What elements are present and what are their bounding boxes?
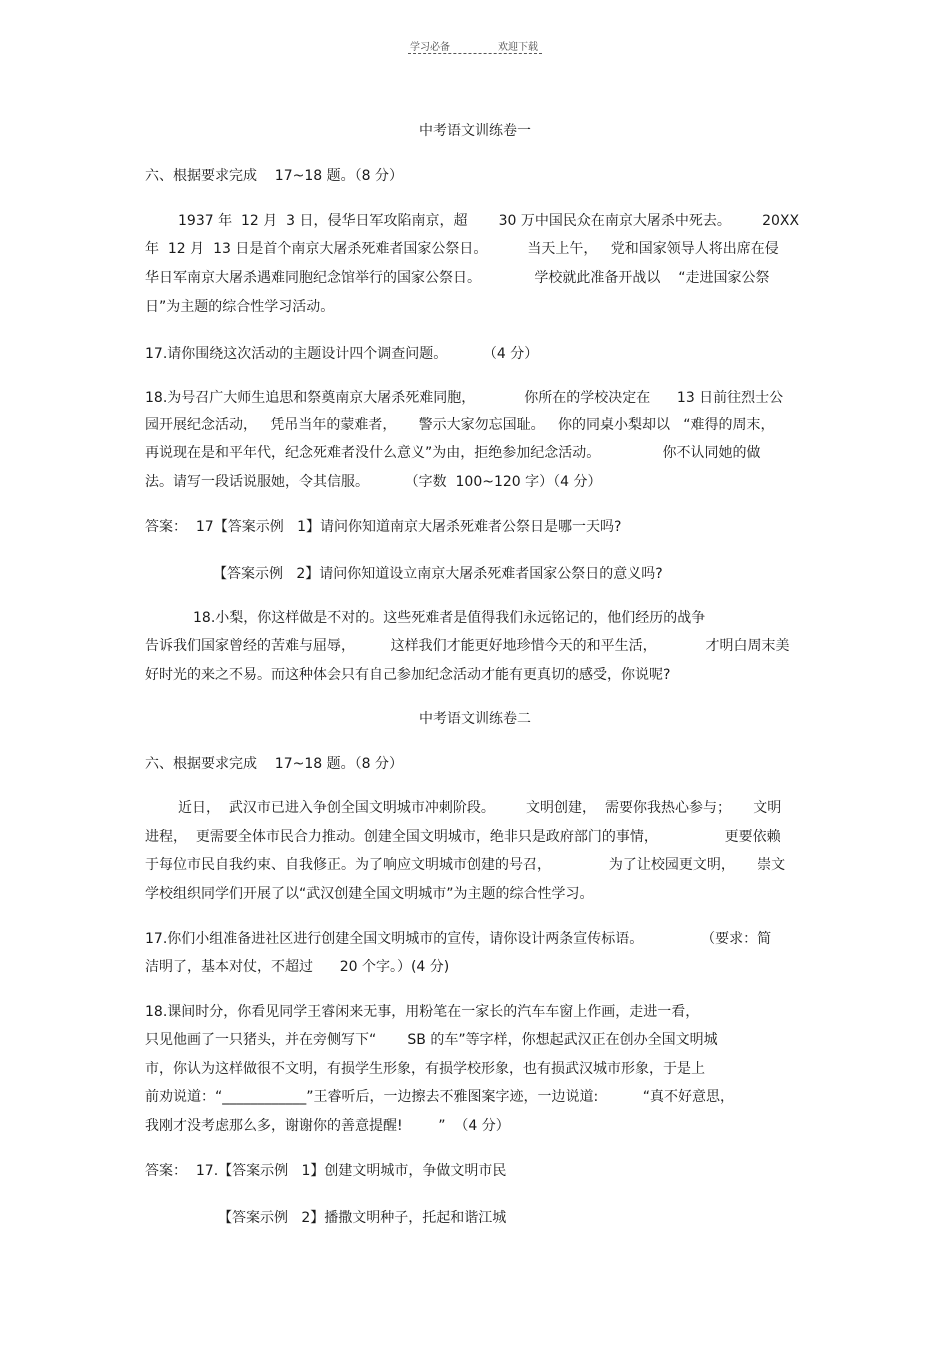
text-line: 近日， 武汉市已进入争创全国文明城市冲刺阶段。 文明创建， 需要你我热心参与； 文明: [178, 800, 782, 816]
text-line: 答案： 17【答案示例 1】请问你知道南京大屠杀死难者公祭日是哪一天吗?: [145, 519, 622, 535]
text-line: 前劝说道：“____________”王睿听后，一边擦去不雅图案字迹，一边说道: “真不好意思，: [145, 1089, 734, 1105]
text-line: 好时光的来之不易。而这种体会只有自己参加纪念活动才能有更真切的感受，你说呢?: [145, 667, 671, 683]
text-line: 进程， 更需要全体市民合力推动。创建全国文明城市，绝非只是政府部门的事情， 更要依赖: [145, 829, 781, 845]
section-title: 中考语文训练卷一: [419, 123, 531, 139]
text-line: 园开展纪念活动， 凭吊当年的蒙难者， 警示大家勿忘国耻。 你的同桌小梨却以 “难得的周末，: [145, 417, 775, 433]
text-line: 18.课间时分，你看见同学王睿闲来无事，用粉笔在一家长的汽车车窗上作画，走进一看，: [145, 1004, 700, 1020]
text-line: 告诉我们国家曾经的苦难与屈辱， 这样我们才能更好地珍惜今天的和平生活， 才明白周末美: [145, 638, 790, 654]
text-line: 于每位市民自我约束、自我修正。为了响应文明城市创建的号召， 为了让校园更文明， 崇文: [145, 857, 786, 873]
text-line: 18.小梨，你这样做是不对的。这些死难者是值得我们永远铭记的，他们经历的战争: [193, 610, 706, 626]
section-title: 中考语文训练卷二: [419, 711, 531, 727]
text-line: 洁明了，基本对仗，不超过 20 个字。）(4 分): [145, 959, 450, 975]
page-header: [408, 38, 544, 58]
text-line: 日”为主题的综合性学习活动。: [145, 299, 335, 315]
text-line: 六、根据要求完成 17~18 题。（8 分）: [145, 756, 403, 772]
text-line: 六、根据要求完成 17~18 题。（8 分）: [145, 168, 403, 184]
header-right-text: 欢迎下载: [498, 42, 538, 53]
text-line: 法。请写一段话说服她，令其信服。 （字数 100~120 字）（4 分）: [145, 474, 602, 490]
header-left-text: 学习必备: [410, 42, 450, 53]
text-line: 再说现在是和平年代，纪念死难者没什么意义”为由，拒绝参加纪念活动。 你不认同她的做: [145, 445, 761, 461]
text-line: 1937 年 12 月 3 日，侵华日军攻陷南京，超 30 万中国民众在南京大屠杀中死去。 20XX: [178, 213, 800, 229]
text-line: 学校组织同学们开展了以“武汉创建全国文明城市”为主题的综合性学习。: [145, 886, 594, 902]
text-line: 17.请你围绕这次活动的主题设计四个调查问题。 （4 分）: [145, 346, 539, 362]
text-line: 【答案示例 2】请问你知道设立南京大屠杀死难者国家公祭日的意义吗?: [213, 566, 663, 582]
header-divider: [408, 53, 542, 54]
text-line: 市，你认为这样做很不文明，有损学生形象，有损学校形象，也有损武汉城市形象，于是上: [145, 1061, 705, 1077]
text-line: 年 12 月 13 日是首个南京大屠杀死难者国家公祭日。 当天上午， 党和国家领导人将出席在侵: [145, 241, 779, 257]
text-line: 【答案示例 2】播撒文明种子，托起和谐江城: [218, 1210, 507, 1226]
text-line: 只见他画了一只猪头，并在旁侧写下“ SB 的车”等字样，你想起武汉正在创办全国文明城: [145, 1032, 718, 1048]
text-line: 答案： 17.【答案示例 1】创建文明城市，争做文明市民: [145, 1163, 507, 1179]
text-line: 18.为号召广大师生追思和祭奠南京大屠杀死难同胞， 你所在的学校决定在 13 日前往烈士公: [145, 390, 784, 406]
text-line: 华日军南京大屠杀遇难同胞纪念馆举行的国家公祭日。 学校就此准备开战以 “走进国家公祭: [145, 270, 770, 286]
text-line: 我刚才没考虑那么多，谢谢你的善意提醒! ” （4 分）: [145, 1118, 510, 1134]
text-line: 17.你们小组准备进社区进行创建全国文明城市的宣传，请你设计两条宣传标语。 （要求：简: [145, 931, 772, 947]
